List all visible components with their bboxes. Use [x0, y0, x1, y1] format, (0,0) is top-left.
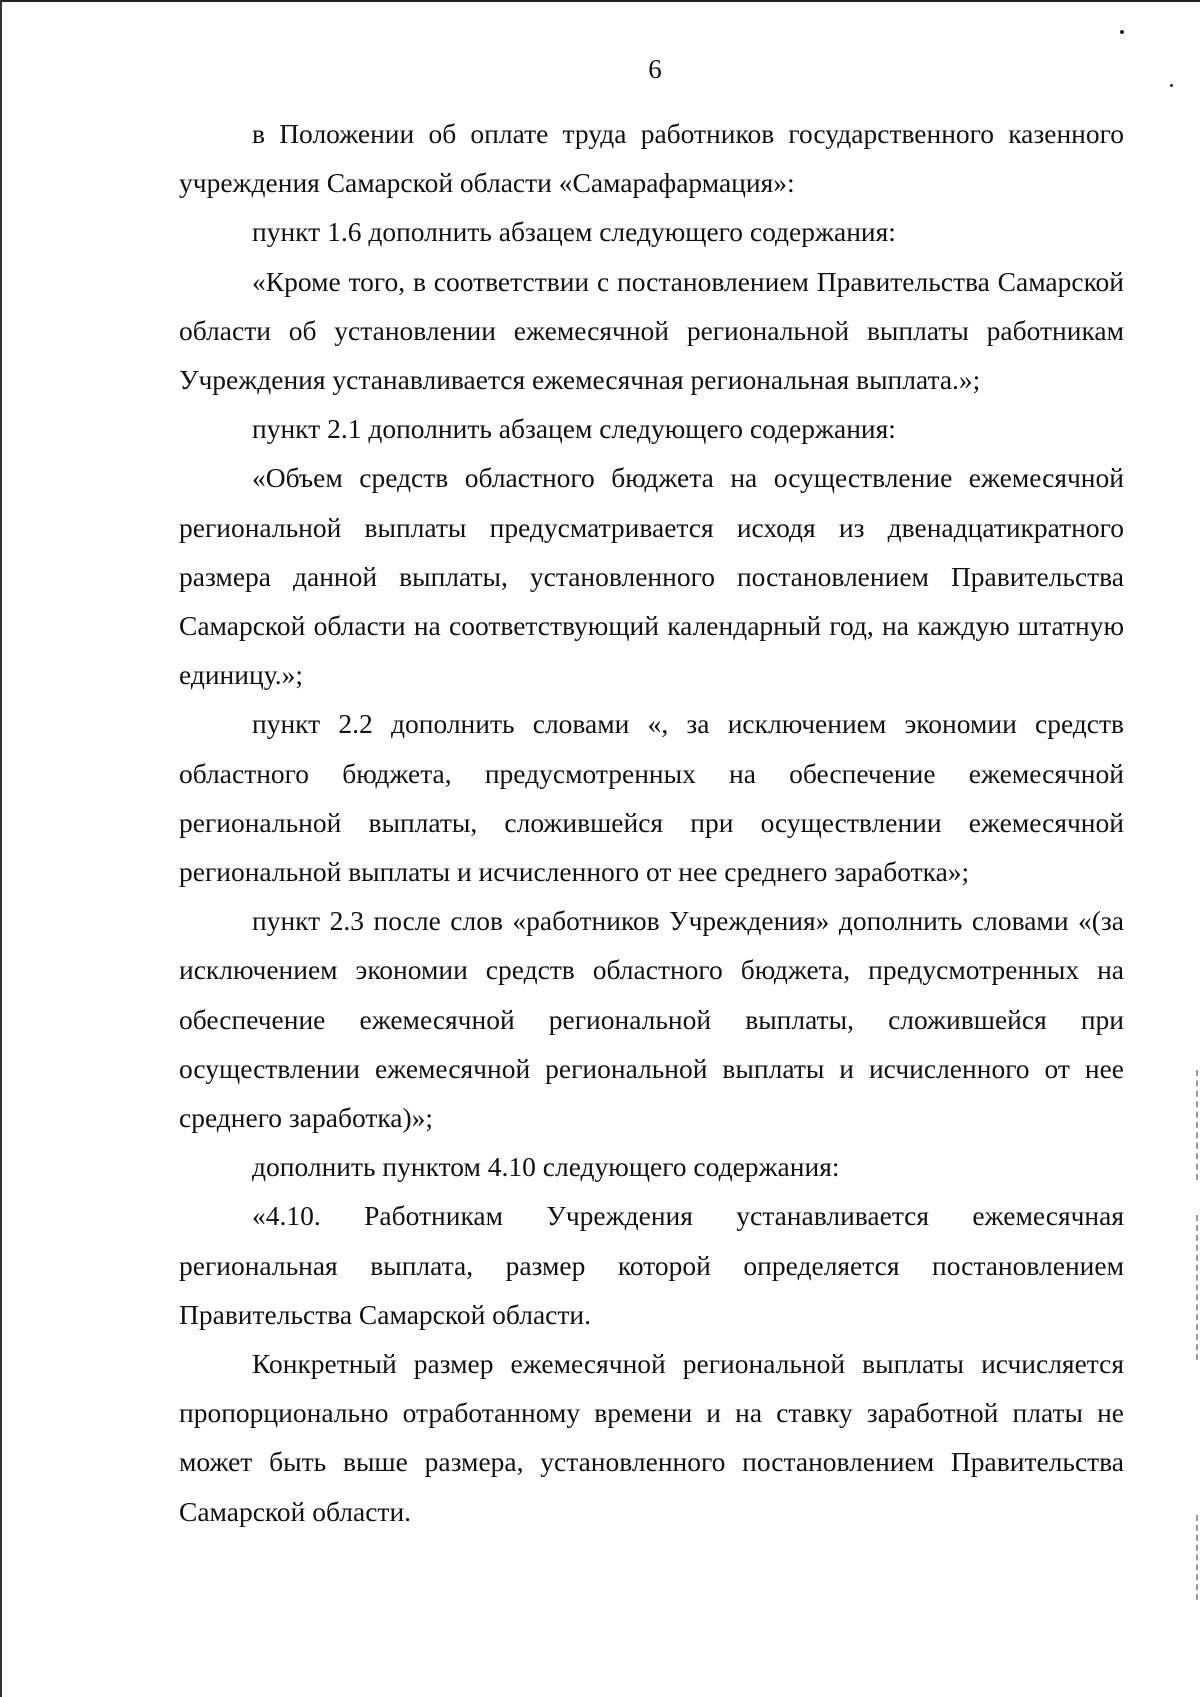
paragraph: пункт 2.2 дополнить словами «, за исключением экономии средств областного бюджета, предусмотренных на обеспечение ежемесячной региональной выплаты, сложившейся при осуществлении ежемесячной региональной выплаты и исчисленного от нее среднего заработка»;: [179, 708, 1124, 888]
paragraph: пункт 1.6 дополнить абзацем следующего содержания:: [252, 216, 896, 248]
page-number: 6: [648, 54, 662, 84]
scan-right-edge-mark: [1196, 1515, 1198, 1600]
paragraph: «Кроме того, в соответствии с постановлением Правительства Самарской области об установлении ежемесячной региональной выплаты работникам Учреждения устанавливается ежемесячная региональная выплата.»;: [179, 265, 1124, 396]
paragraph: «4.10. Работникам Учреждения устанавливается ежемесячная региональная выплата, размер которой определяется постановлением Правительства Самарской области.: [179, 1200, 1124, 1330]
scan-left-edge: [0, 0, 2, 1697]
paragraph: в Положении об оплате труда работников государственного казенного учреждения Самарской области «Самарафармация»:: [179, 118, 1124, 199]
paragraph: пункт 2.1 дополнить абзацем следующего содержания:: [252, 413, 896, 445]
scan-speck: [1120, 30, 1124, 34]
paragraph: дополнить пунктом 4.10 следующего содержания:: [252, 1151, 840, 1183]
scan-top-edge: [0, 0, 1200, 2]
paragraph: «Объем средств областного бюджета на осуществление ежемесячной региональной выплаты предусматривается исходя из двенадцатикратного размера данной выплаты, установленного постановлением Правительства Самарской области на соответствующий календарный год, на каждую штатную единицу.»;: [179, 462, 1124, 691]
document-body: [179, 109, 1124, 1536]
paragraph: Конкретный размер ежемесячной региональной выплаты исчисляется пропорционально отработанному времени и на ставку заработной платы не может быть выше размера, установленного постановлением Правительства Самарской области.: [179, 1348, 1124, 1527]
scan-right-edge-mark: [1196, 1215, 1198, 1360]
scan-right-edge-mark: [1196, 1070, 1198, 1180]
paragraph: пункт 2.3 после слов «работников Учреждения» дополнить словами «(за исключением экономии средств областного бюджета, предусмотренных на обеспечение ежемесячной региональной выплаты, сложившейся при осуществлении ежемесячной региональной выплаты и исчисленного от нее среднего заработка)»;: [179, 905, 1124, 1134]
